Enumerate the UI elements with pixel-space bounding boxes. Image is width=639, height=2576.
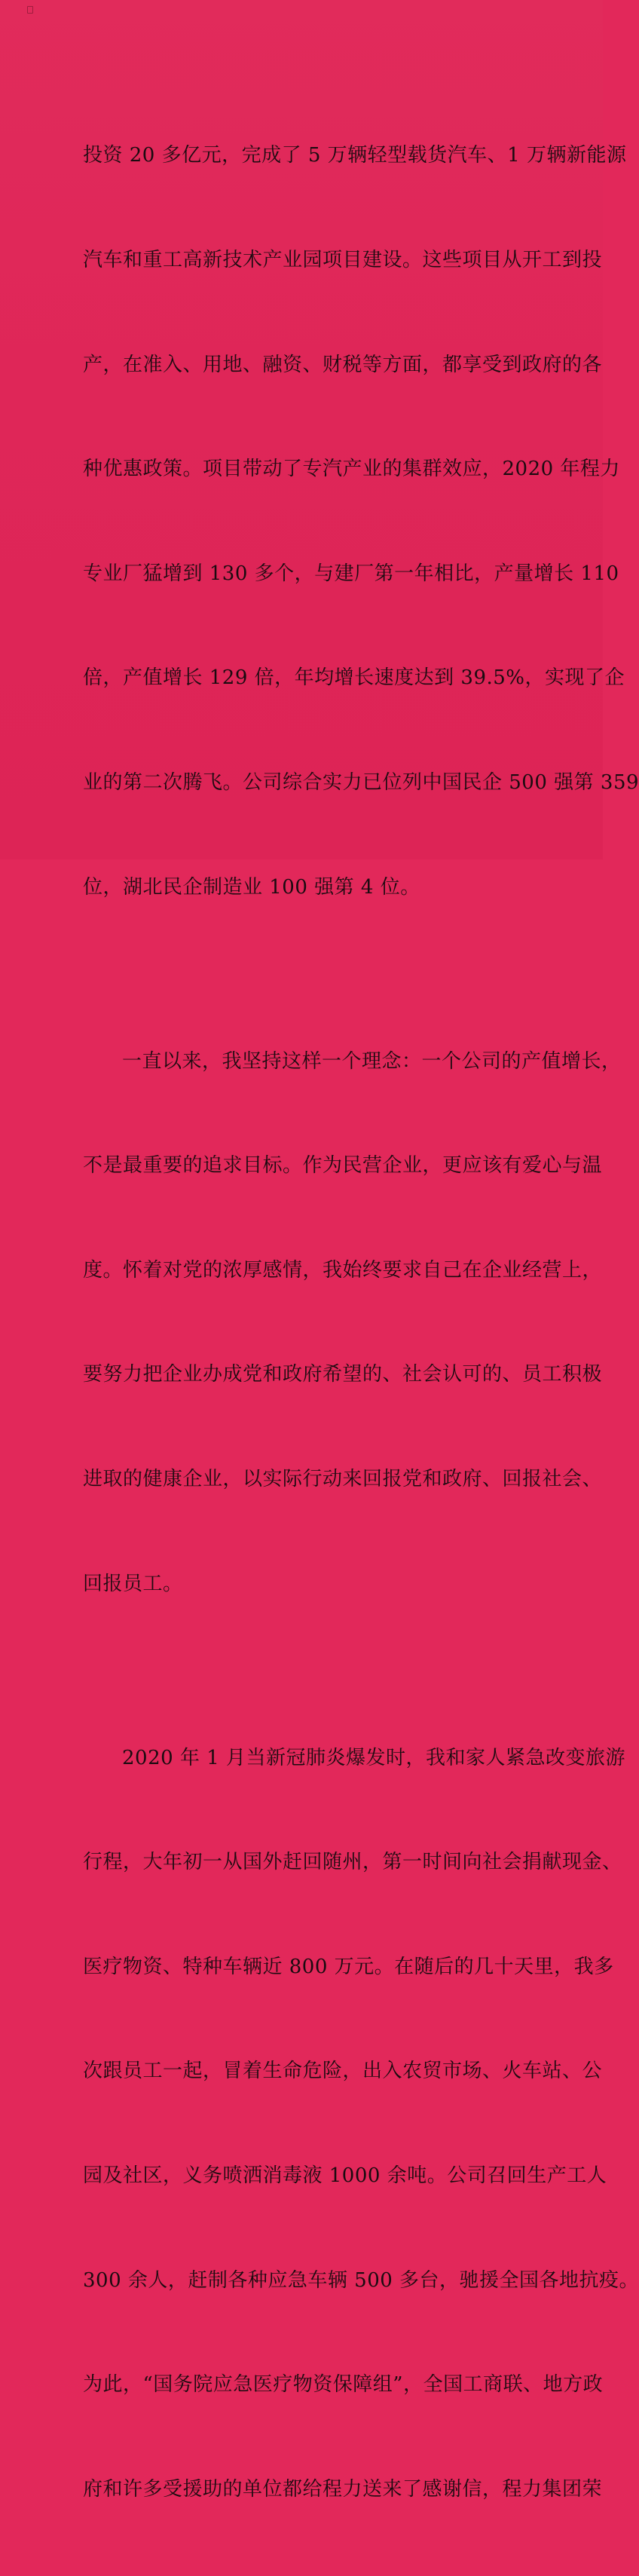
text-line: 产，在准入、用地、融资、财税等方面，都享受到政府的各 bbox=[83, 353, 603, 376]
text-line: 不是最重要的追求目标。作为民营企业，更应该有爱心与温 bbox=[83, 1154, 603, 1178]
text-line: 投资 20 多亿元，完成了 5 万辆轻型载货汽车、1 万辆新能源 bbox=[83, 144, 627, 167]
paragraph-2 bbox=[83, 974, 622, 1671]
text-line: 医疗物资、特种车辆近 800 万元。在随后的几十天里，我多 bbox=[83, 1955, 614, 1978]
text-line: 倍，产值增长 129 倍，年均增长速度达到 39.5%，实现了企 bbox=[83, 666, 625, 690]
text-line: 进取的健康企业，以实际行动来回报党和政府、回报社会、 bbox=[83, 1467, 603, 1490]
text-line: 位，湖北民企制造业 100 强第 4 位。 bbox=[83, 875, 420, 899]
paragraph-1 bbox=[83, 69, 639, 974]
text-line: 为此，“国务院应急医疗物资保障组”，全国工商联、地方政 bbox=[83, 2373, 604, 2397]
text-line: 回报员工。 bbox=[83, 1572, 183, 1595]
text-line: 度。怀着对党的浓厚感情，我始终要求自己在企业经营上， bbox=[83, 1258, 603, 1282]
text-line: 府和许多受援助的单位都给程力送来了感谢信，程力集团荣 bbox=[83, 2477, 603, 2501]
text-line: 种优惠政策。项目带动了专汽产业的集群效应，2020 年程力 bbox=[83, 458, 620, 481]
text-line: 园及社区，义务喷洒消毒液 1000 余吨。公司召回生产工人 bbox=[83, 2164, 607, 2187]
text-line: 汽车和重工高新技术产业园项目建设。这些项目从开工到投 bbox=[83, 249, 603, 271]
text-line: 300 余人，赶制各种应急车辆 500 多台，驰援全国各地抗疫。 bbox=[83, 2268, 639, 2292]
text-line: 2020 年 1 月当新冠肺炎爆发时，我和家人紧急改变旅游 bbox=[122, 1746, 626, 1769]
document-body bbox=[83, 69, 639, 2576]
text-line: 业的第二次腾飞。公司综合实力已位列中国民企 500 强第 359 bbox=[83, 770, 639, 794]
text-line: 一直以来，我坚持这样一个理念：一个公司的产值增长， bbox=[122, 1049, 622, 1073]
paragraph-3 bbox=[83, 1671, 639, 2576]
text-line: 专业厂猛增到 130 多个，与建厂第一年相比，产量增长 110 bbox=[83, 562, 619, 585]
page-corner-mark bbox=[27, 6, 33, 14]
text-line: 行程，大年初一从国外赶回随州，第一时间向社会捐献现金、 bbox=[83, 1851, 622, 1874]
text-line: 要努力把企业办成党和政府希望的、社会认可的、员工积极 bbox=[83, 1363, 603, 1386]
text-line: 次跟员工一起，冒着生命危险，出入农贸市场、火车站、公 bbox=[83, 2060, 603, 2083]
